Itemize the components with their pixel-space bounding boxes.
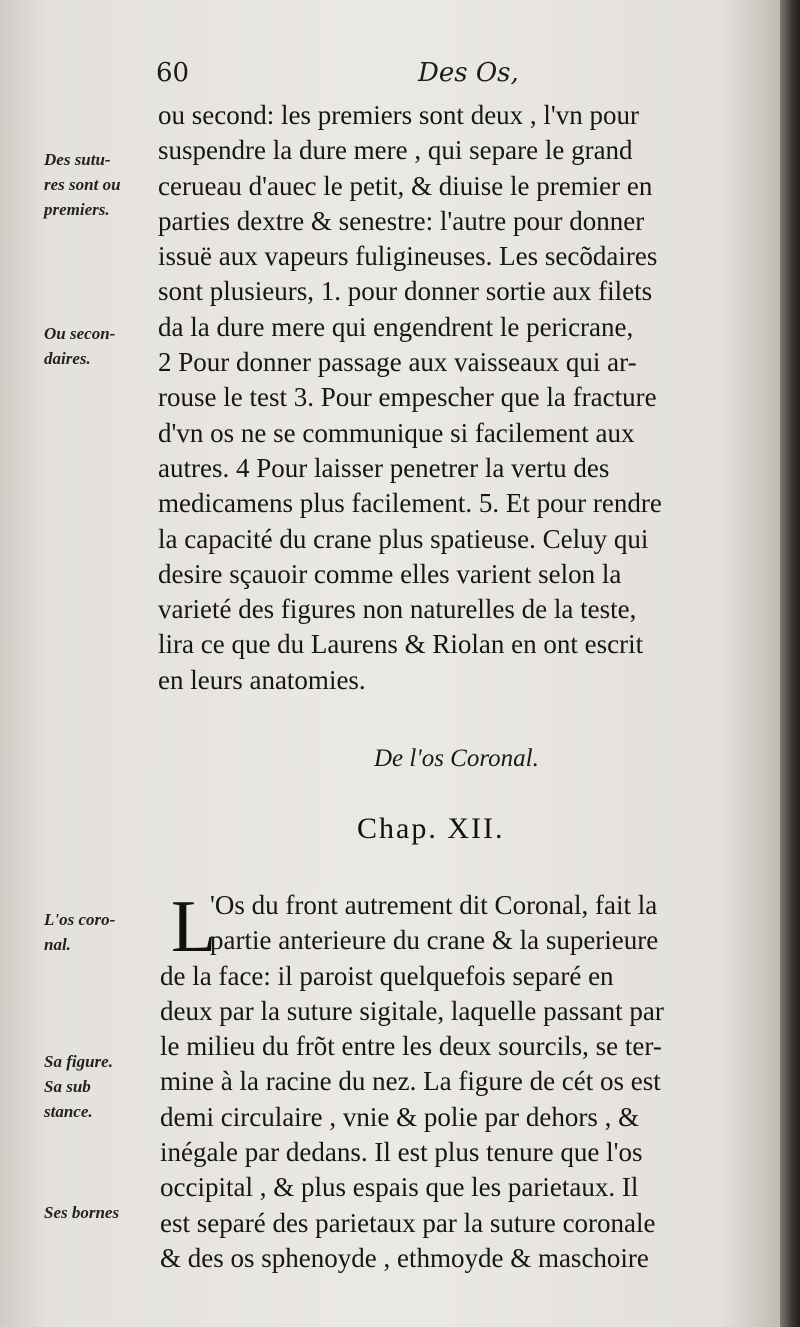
margin-note-line: Ses bornes [44, 1203, 120, 1222]
margin-note-line: res sont ou [44, 175, 121, 194]
text-line: deux par la suture sigitale, laquelle passant par [160, 995, 664, 1026]
margin-note-line: nal. [44, 935, 71, 954]
text-line: lira ce que du Laurens & Riolan en ont escrit [158, 629, 644, 660]
margin-note-secondaires [44, 321, 156, 371]
margin-note-line: premiers. [44, 200, 110, 219]
page-number: 60 [156, 58, 190, 88]
margin-note-line: stance. [44, 1102, 93, 1121]
margin-note-line: Sa figure. [44, 1052, 113, 1071]
margin-note-sutures [44, 147, 156, 222]
text-line: varieté des figures non naturelles de la teste, [158, 594, 637, 625]
margin-note-figure-substance [44, 1049, 156, 1124]
text-line: le milieu du frõt entre les deux sourcils, se ter- [160, 1031, 662, 1062]
text-line: inégale par dedans. Il est plus tenure que l'os [160, 1137, 643, 1168]
text-line: la capacité du crane plus spatieuse. Celuy qui [158, 523, 649, 554]
drop-cap: L [171, 886, 217, 968]
text-line: desire sçauoir comme elles varient selon la [158, 558, 622, 589]
text-line: autres. 4 Pour laisser penetrer la vertu des [158, 452, 610, 483]
text-line: d'vn os ne se communique si facilement aux [158, 417, 635, 448]
text-line: mine à la racine du nez. La figure de cét os est [160, 1066, 661, 1097]
text-line: sont plusieurs, 1. pour donner sortie aux filets [158, 276, 653, 307]
text-line: 'Os du front autrement dit Coronal, fait la [210, 890, 658, 920]
text-line: occipital , & plus espais que les parietaux. Il [160, 1172, 639, 1203]
margin-note-line: Ou secon- [44, 324, 116, 343]
text-line: de la face: il paroist quelquefois separé en [160, 960, 614, 991]
page-header [150, 58, 620, 98]
margin-note-line: Des sutu- [44, 150, 111, 169]
running-title: Des Os, [418, 58, 519, 88]
margin-note-bornes [44, 1200, 156, 1225]
page-edge-shadow [780, 0, 800, 1327]
chapter-heading: Chap. XII. [357, 812, 505, 845]
text-line: suspendre la dure mere , qui separe le grand [158, 135, 633, 166]
text-line: est separé des parietaux par la suture coronale [160, 1207, 656, 1238]
text-line: medicamens plus facilement. 5. Et pour rendre [158, 488, 662, 519]
paragraph-os-coronal [160, 888, 776, 1276]
text-line: da la dure mere qui engendrent le pericrane, [158, 311, 634, 342]
text-line: ou second: les premiers sont deux , l'vn pour [158, 100, 640, 130]
margin-note-line: L'os coro- [44, 910, 116, 929]
margin-note-os-coronal [44, 907, 156, 957]
text-line: issuë aux vapeurs fuligineuses. Les secõdaires [158, 241, 658, 272]
section-heading: De l'os Coronal. [374, 745, 539, 772]
text-line: rouse le test 3. Pour empescher que la fracture [158, 382, 657, 413]
text-line: cerueau d'auec le petit, & diuise le premier en [158, 170, 653, 201]
paragraph-sutures [158, 98, 764, 698]
text-line: & des os sphenoyde , ethmoyde & maschoire [160, 1242, 649, 1273]
margin-note-line: Sa sub [44, 1077, 91, 1096]
text-line: parties dextre & senestre: l'autre pour donner [158, 205, 645, 236]
text-line: partie anterieure du crane & la superieure [210, 925, 659, 956]
margin-note-line: daires. [44, 349, 91, 368]
text-line: en leurs anatomies. [158, 664, 366, 695]
text-line: demi circulaire , vnie & polie par dehors , & [160, 1101, 640, 1132]
text-line: 2 Pour donner passage aux vaisseaux qui ar- [158, 347, 637, 378]
